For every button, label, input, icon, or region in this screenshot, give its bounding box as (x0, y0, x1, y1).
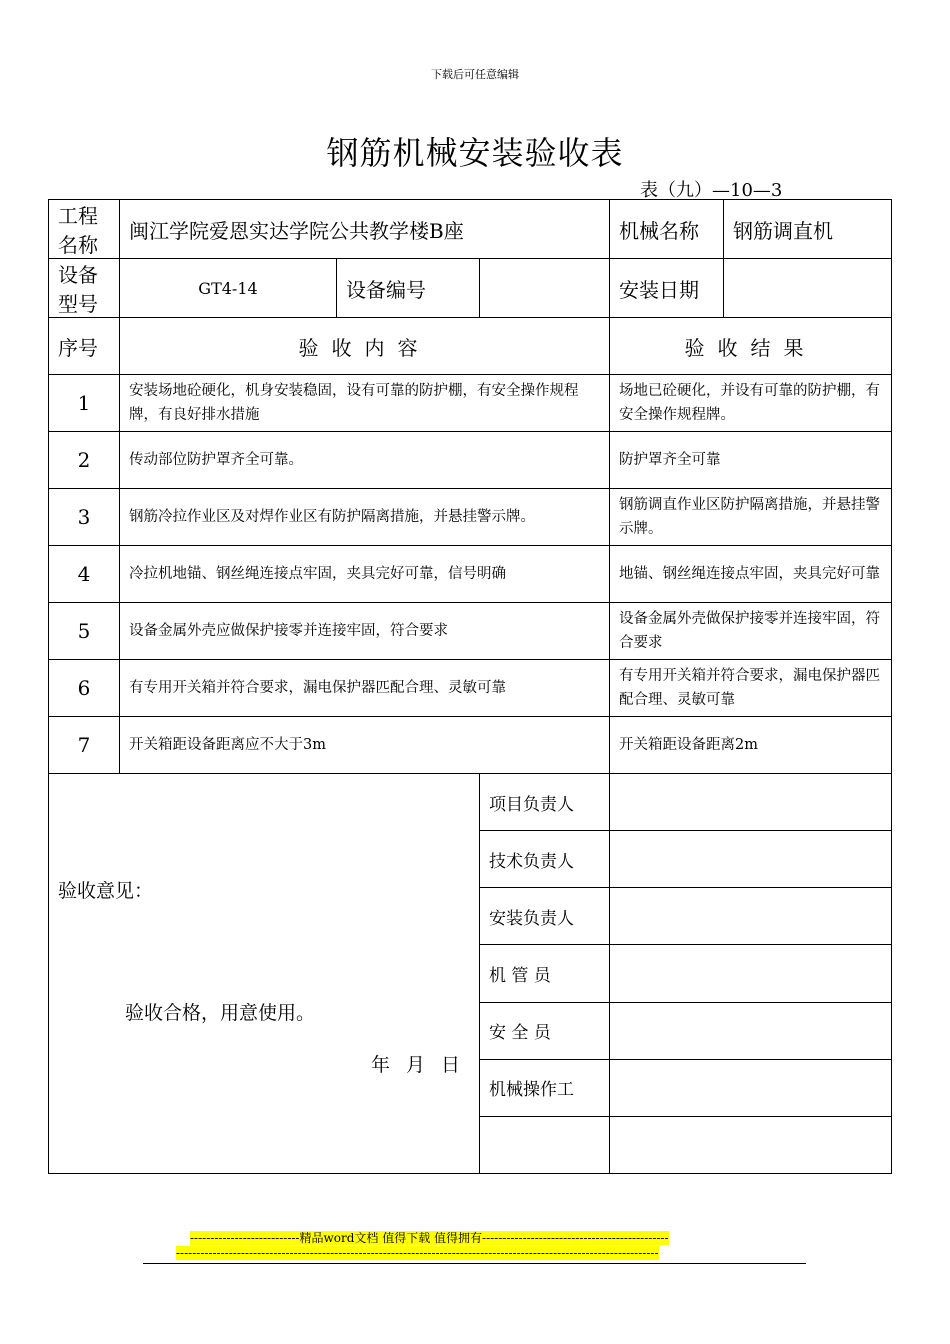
signature-field[interactable] (610, 1116, 892, 1173)
opinion-date: 年月日 (371, 1054, 477, 1076)
signature-role: 机 管 员 (480, 945, 610, 1002)
row-result: 设备金属外壳做保护接零并连接牢固，符合要求 (610, 603, 892, 660)
row-result: 场地已砼硬化，并设有可靠的防护棚，有安全操作规程牌。 (610, 375, 892, 432)
table-row (49, 546, 892, 603)
serial-label: 设备编号 (337, 259, 480, 318)
row-number: 1 (49, 375, 120, 432)
machine-label: 机械名称 (610, 200, 724, 259)
row-number: 7 (49, 717, 120, 774)
signature-field[interactable] (610, 774, 892, 831)
model-value: GT4-14 (120, 259, 337, 318)
table-row (49, 432, 892, 489)
row-number: 3 (49, 489, 120, 546)
row-content: 开关箱距设备距离应不大于3m (120, 717, 610, 774)
table-row (49, 375, 892, 432)
row-result: 钢筋调直作业区防护隔离措施，并悬挂警示牌。 (610, 489, 892, 546)
row-result: 开关箱距设备距离2m (610, 717, 892, 774)
footer-rule (143, 1263, 806, 1264)
project-value: 闽江学院爱恩实达学院公共教学楼B座 (120, 200, 610, 259)
project-label: 工程名称 (49, 200, 120, 259)
signature-row (49, 774, 892, 831)
signature-field[interactable] (610, 1002, 892, 1059)
date-label: 安装日期 (610, 259, 724, 318)
row-number: 5 (49, 603, 120, 660)
table-row (49, 660, 892, 717)
signature-field[interactable] (610, 888, 892, 945)
row-number: 4 (49, 546, 120, 603)
header-note: 下载后可任意编辑 (431, 68, 519, 81)
date-value (724, 259, 892, 318)
result-header: 验收结果 (610, 318, 892, 375)
row-content: 设备金属外壳应做保护接零并连接牢固，符合要求 (120, 603, 610, 660)
machine-value: 钢筋调直机 (724, 200, 892, 259)
row-result: 有专用开关箱并符合要求，漏电保护器匹配合理、灵敏可靠 (610, 660, 892, 717)
signature-role: 技术负责人 (480, 831, 610, 888)
table-row (49, 717, 892, 774)
info-row-project (49, 200, 892, 259)
signature-field[interactable] (610, 831, 892, 888)
signature-field[interactable] (610, 1059, 892, 1116)
serial-value (480, 259, 610, 318)
footer-banner: ---------------------------精品word文档 值得下载 值得拥有---------------------------------------------- (190, 1231, 669, 1245)
model-label: 设备型号 (49, 259, 120, 318)
row-content: 安装场地砼硬化，机身安装稳固，设有可靠的防护棚，有安全操作规程牌，有良好排水措施 (120, 375, 610, 432)
page-title: 钢筋机械安装验收表 (326, 134, 624, 172)
signature-role (480, 1116, 610, 1173)
row-result: 地锚、钢丝绳连接点牢固，夹具完好可靠 (610, 546, 892, 603)
footer-dash-line: ----------------------------------------------------------------------------------------------------------------------- (176, 1246, 659, 1260)
opinion-cell (49, 774, 480, 1174)
row-content: 冷拉机地锚、钢丝绳连接点牢固，夹具完好可靠，信号明确 (120, 546, 610, 603)
table-row (49, 603, 892, 660)
table-row (49, 489, 892, 546)
opinion-label: 验收意见： (58, 880, 154, 902)
row-number: 2 (49, 432, 120, 489)
info-row-model (49, 259, 892, 318)
table-number: 表（九）—10—3 (640, 180, 783, 201)
signature-role: 项目负责人 (480, 774, 610, 831)
acceptance-table (48, 199, 892, 1174)
content-header: 验收内容 (120, 318, 610, 375)
signature-role: 安装负责人 (480, 888, 610, 945)
signature-role: 机械操作工 (480, 1059, 610, 1116)
column-header-row (49, 318, 892, 375)
row-result: 防护罩齐全可靠 (610, 432, 892, 489)
seq-header: 序号 (49, 318, 120, 375)
signature-field[interactable] (610, 945, 892, 1002)
row-content: 钢筋冷拉作业区及对焊作业区有防护隔离措施，并悬挂警示牌。 (120, 489, 610, 546)
signature-role: 安 全 员 (480, 1002, 610, 1059)
row-content: 传动部位防护罩齐全可靠。 (120, 432, 610, 489)
row-content: 有专用开关箱并符合要求，漏电保护器匹配合理、灵敏可靠 (120, 660, 610, 717)
row-number: 6 (49, 660, 120, 717)
opinion-text: 验收合格，用意使用。 (125, 1002, 316, 1024)
